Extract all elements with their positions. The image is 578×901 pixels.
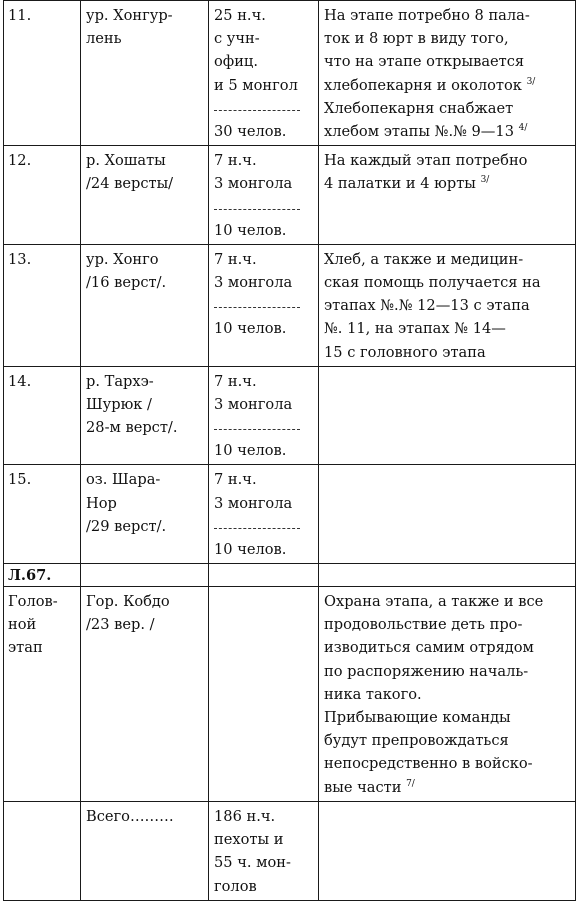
note-line <box>324 74 570 97</box>
note-text: продовольствие деть про- <box>324 616 523 634</box>
stage-place <box>81 146 209 245</box>
note-text: На каждый этап потребно <box>324 152 528 170</box>
note-text: что на этапе открывается <box>324 53 525 71</box>
stage-number: 13. <box>4 244 81 366</box>
stage-number: 11. <box>4 1 81 146</box>
note-text: непосредственно в войско- <box>324 755 533 773</box>
place-line: Гор. Кобдо <box>86 593 170 611</box>
stage-staff <box>209 587 319 802</box>
note-text: ская помощь получается на <box>324 274 541 292</box>
stage-note <box>319 244 576 366</box>
footnote-ref: 4/ <box>518 123 528 134</box>
stages-table <box>3 0 576 901</box>
note-text: Хлебопекарня снабжает <box>324 99 514 117</box>
stage-place <box>81 244 209 366</box>
total-staff-line: пехоты и <box>214 831 284 849</box>
footnote-ref: 3/ <box>526 76 536 87</box>
stage-row <box>4 146 576 245</box>
stage-note <box>319 146 576 245</box>
staff-total: 10 челов. <box>214 442 287 460</box>
stage-note <box>319 465 576 564</box>
stage-staff <box>209 465 319 564</box>
empty-cell <box>4 801 81 900</box>
head-label-line: Голов- <box>8 593 58 611</box>
staff-line: офиц. <box>214 53 258 71</box>
place-line: ур. Хонгур- <box>86 7 173 24</box>
staff-line: 3 монгола <box>214 175 293 193</box>
footnote-ref: 7/ <box>406 778 415 789</box>
staff-line: 7 н.ч. <box>214 372 257 390</box>
note-text: хлебом этапы №.№ 9—13 <box>324 123 514 141</box>
note-line <box>324 729 570 752</box>
note-text: ток и 8 юрт в виду того, <box>324 30 509 48</box>
note-line <box>324 636 570 659</box>
total-staff-line: 186 н.ч. <box>214 807 276 825</box>
staff-line: 3 монгола <box>214 396 293 414</box>
page-marker: Л.67. <box>4 564 81 587</box>
stage-row <box>4 465 576 564</box>
total-staff <box>209 801 319 900</box>
note-line <box>324 149 570 172</box>
staff-line: и 5 монгол <box>214 76 298 94</box>
stage-place <box>81 1 209 146</box>
staff-total: 30 челов. <box>214 122 287 140</box>
total-row <box>4 801 576 900</box>
stage-staff <box>209 366 319 465</box>
note-text: Хлеб, а также и медицин- <box>324 250 524 268</box>
stage-note <box>319 366 576 465</box>
stage-row <box>4 366 576 465</box>
note-text: хлебопекарня и околоток <box>324 76 522 94</box>
head-stage-row <box>4 587 576 802</box>
note-line <box>324 271 570 294</box>
staff-total: 10 челов. <box>214 540 287 558</box>
note-line <box>324 50 570 73</box>
stage-staff <box>209 146 319 245</box>
total-label <box>81 801 209 900</box>
footnote-ref: 3/ <box>480 175 490 186</box>
stage-note <box>319 1 576 146</box>
staff-total: 10 челов. <box>214 221 287 239</box>
note-line <box>324 317 570 340</box>
staff-line: 7 н.ч. <box>214 152 257 170</box>
place-line: ур. Хонго <box>86 250 159 268</box>
head-label-line: ной <box>8 616 37 634</box>
total-label-text: Всего……… <box>86 807 174 825</box>
staff-line: 3 монгола <box>214 494 293 512</box>
staff-line: 7 н.ч. <box>214 471 257 489</box>
stage-number: 12. <box>4 146 81 245</box>
stage-number: 14. <box>4 366 81 465</box>
place-line: /24 версты/ <box>86 175 174 193</box>
note-text: этапах №.№ 12—13 с этапа <box>324 297 530 315</box>
note-text: 15 с головного этапа <box>324 343 486 361</box>
note-line <box>324 27 570 50</box>
staff-line: 25 н.ч. <box>214 7 266 24</box>
empty-cell <box>319 801 576 900</box>
empty-cell <box>319 564 576 587</box>
note-line <box>324 613 570 636</box>
note-line <box>324 120 570 143</box>
stage-place <box>81 465 209 564</box>
staff-total: 10 челов. <box>214 320 287 338</box>
place-line: Шурюк / <box>86 396 152 414</box>
stage-number <box>4 587 81 802</box>
note-line <box>324 660 570 683</box>
note-line <box>324 590 570 613</box>
page-marker-row <box>4 564 576 587</box>
staff-line: 7 н.ч. <box>214 250 257 268</box>
head-label-line: этап <box>8 639 43 657</box>
stage-place <box>81 587 209 802</box>
note-line <box>324 294 570 317</box>
note-text: №. 11, на этапах № 14— <box>324 320 506 338</box>
stage-row <box>4 244 576 366</box>
place-line: р. Хошаты <box>86 152 166 170</box>
stage-number: 15. <box>4 465 81 564</box>
staff-line: с учн- <box>214 30 260 48</box>
note-line <box>324 776 570 799</box>
note-line <box>324 341 570 364</box>
stage-row <box>4 1 576 146</box>
note-text: изводиться самим отрядом <box>324 639 534 657</box>
empty-cell <box>81 564 209 587</box>
stage-note <box>319 587 576 802</box>
sum-rule <box>214 97 300 111</box>
place-line: /23 вер. / <box>86 616 155 634</box>
sum-rule <box>214 294 300 308</box>
note-text: вые части <box>324 778 402 796</box>
stage-staff <box>209 244 319 366</box>
note-line <box>324 4 570 27</box>
note-text: ника такого. <box>324 685 422 703</box>
note-text: 4 палатки и 4 юрты <box>324 175 476 193</box>
note-line <box>324 172 570 195</box>
note-line <box>324 706 570 729</box>
note-line <box>324 248 570 271</box>
total-staff-line: голов <box>214 877 257 895</box>
place-line: Нор <box>86 494 117 512</box>
note-line <box>324 683 570 706</box>
place-line: /16 верст/. <box>86 274 167 292</box>
sum-rule <box>214 416 300 430</box>
sum-rule <box>214 515 300 529</box>
stage-place <box>81 366 209 465</box>
note-line <box>324 752 570 775</box>
stages-table-body <box>4 1 576 901</box>
note-text: будут препровождаться <box>324 732 509 750</box>
place-line: 28-м верст/. <box>86 419 178 437</box>
sum-rule <box>214 196 300 210</box>
place-line: лень <box>86 30 122 48</box>
note-text: Охрана этапа, а также и все <box>324 593 544 611</box>
staff-line: 3 монгола <box>214 274 293 292</box>
note-text: Прибывающие команды <box>324 709 511 727</box>
note-text: На этапе потребно 8 пала- <box>324 7 530 24</box>
place-line: /29 верст/. <box>86 517 167 535</box>
note-line <box>324 97 570 120</box>
place-line: оз. Шара- <box>86 471 161 489</box>
empty-cell <box>209 564 319 587</box>
stage-staff <box>209 1 319 146</box>
place-line: р. Тархэ- <box>86 372 154 390</box>
total-staff-line: 55 ч. мон- <box>214 854 291 872</box>
note-text: по распоряжению началь- <box>324 662 529 680</box>
